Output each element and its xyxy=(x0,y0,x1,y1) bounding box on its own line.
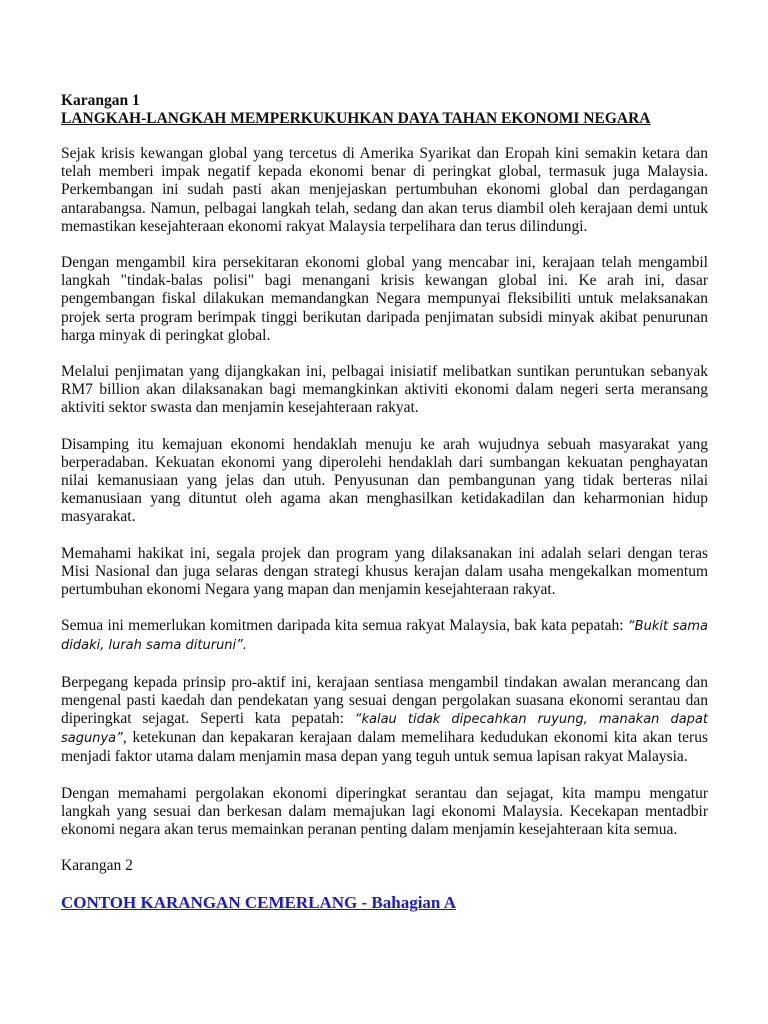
paragraph-2: Dengan mengambil kira persekitaran ekonomi global yang mencabar ini, kerajaan telah mengambil langkah "tindak-balas polisi" bagi menangani krisis kewangan global ini. Ke arah ini, dasar pengembangan fiskal dilakukan memandangkan Negara mempunyai fleksibiliti untuk melaksanakan projek serta program berimpak tinggi berikutan daripada penjimatan subsidi minyak akibat penurunan harga minyak di peringkat global. xyxy=(61,254,708,344)
paragraph-7-text-after: , ketekunan dan kepakaran kerajaan dalam memelihara kedudukan ekonomi kita akan terus menjadi faktor utama dalam menjamin masa depan yang teguh untuk semua lapisan rakyat Malaysia. xyxy=(61,729,708,766)
paragraph-3: Melalui penjimatan yang dijangkakan ini, pelbagai inisiatif melibatkan suntikan peruntukan sebanyak RM7 billion akan dilaksanakan bagi memangkinkan aktiviti ekonomi dalam negeri serta meransang aktiviti sektor swasta dan menjamin kesejahteraan rakyat. xyxy=(61,363,708,417)
proverb-quote-1: “Bukit sama didaki, lurah sama dituruni”. xyxy=(61,619,708,654)
paragraph-7-text-before: Berpegang kepada prinsip pro-aktif ini, kerajaan sentiasa mengambil tindakan awalan merancang dan mengenal pasti kaedah dan pendekatan yang sesuai dengan pergolakan suasana ekonomi serantau dan diperingkat sejagat. Seperti kata pepatah: xyxy=(61,673,708,728)
paragraph-4: Disamping itu kemajuan ekonomi hendaklah menuju ke arah wujudnya sebuah masyarakat yang berperadaban. Kekuatan ekonomi yang diperolehi hendaklah dari sumbangan kekuatan penghayatan nilai kemanusiaan yang jelas dan utuh. Penyusunan dan pembangunan yang tidak berteras nilai kemanusiaan yang dituntut oleh agama akan menghasilkan ketidakadilan dan keharmonian hidup masyarakat. xyxy=(61,435,708,526)
paragraph-1: Sejak krisis kewangan global yang tercetus di Amerika Syarikat dan Eropah kini semakin ketara dan telah memberi impak negatif kepada ekonomi benar di peringkat global, termasuk juga Malaysia. Perkembangan ini sudah pasti akan menjejaskan pertumbuhan ekonomi global dan perdagangan antarabangsa. Namun, pelbagai langkah telah, sedang dan akan terus diambil oleh kerajaan demi untuk memastikan kesejahteraan ekonomi rakyat Malaysia terpelihara dan terus dilindungi. xyxy=(61,145,708,235)
document-page xyxy=(61,92,708,913)
paragraph-6-text: Semua ini memerlukan komitmen daripada kita semua rakyat Malaysia, bak kata pepatah: xyxy=(61,617,628,635)
paragraph-5: Memahami hakikat ini, segala projek dan program yang dilaksanakan ini adalah selari dengan teras Misi Nasional dan juga selaras dengan strategi khusus kerajan dalam usaha mengekalkan momentum pertumbuhan ekonomi Negara yang mapan dan menjamin kesejahteraan rakyat. xyxy=(61,544,708,599)
essay-link[interactable]: CONTOH KARANGAN CEMERLANG - Bahagian A xyxy=(61,893,456,913)
essay-title: LANGKAH-LANGKAH MEMPERKUKUHKAN DAYA TAHAN EKONOMI NEGARA xyxy=(61,110,651,127)
essay-label: Karangan 1 xyxy=(61,92,140,109)
paragraph-6 xyxy=(61,617,708,655)
paragraph-7 xyxy=(61,674,708,767)
essay-2-label: Karangan 2 xyxy=(61,857,133,875)
paragraph-8: Dengan memahami pergolakan ekonomi diperingkat serantau dan sejagat, kita mampu mengatur langkah yang sesuai dan berkesan dalam memajukan lagi ekonomi Malaysia. Kecekapan mentadbir ekonomi negara akan terus memainkan peranan penting dalam menjamin kesejahteraan kita semua. xyxy=(61,784,708,839)
proverb-quote-2: “kalau tidak dipecahkan ruyung, manakan dapat sagunya” xyxy=(61,712,708,747)
